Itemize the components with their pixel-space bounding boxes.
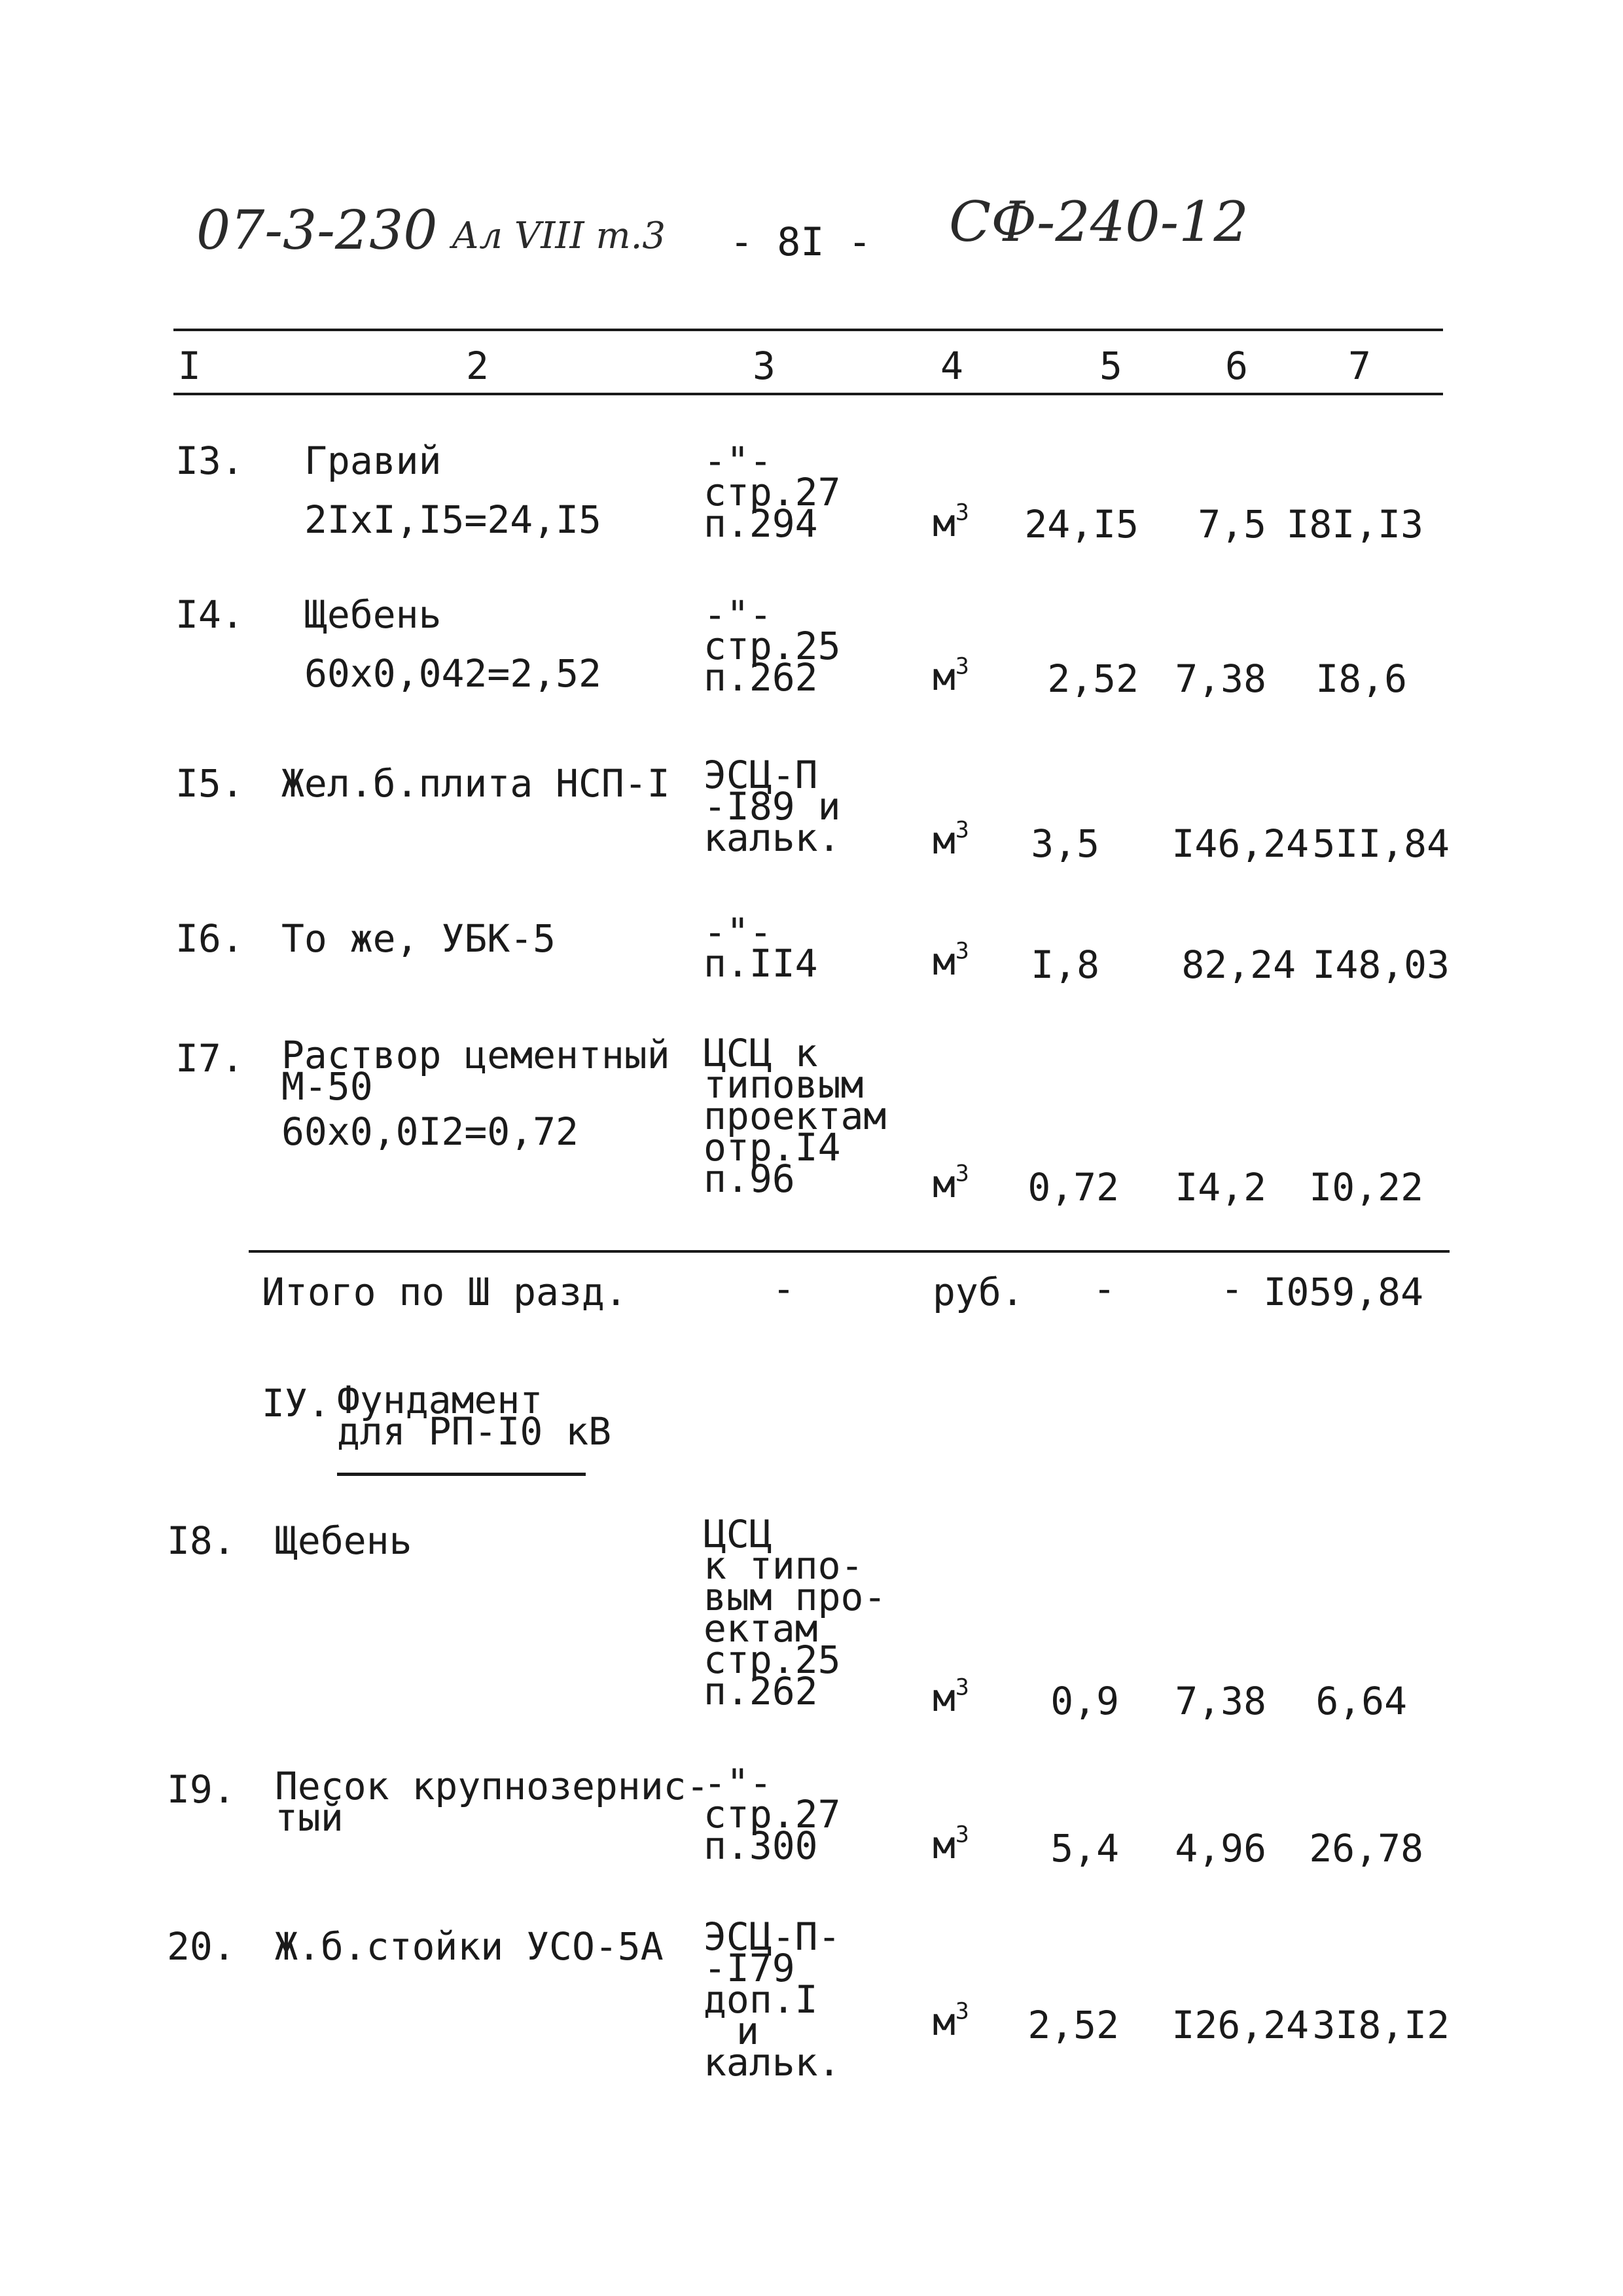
item-quantity: 5,4 xyxy=(1050,1826,1119,1871)
item-unit-price: 7,5 xyxy=(1198,502,1266,547)
column-header-6: 6 xyxy=(1225,344,1248,388)
subtotal-source: - xyxy=(772,1266,795,1311)
project-code-handwritten: СФ-240-12 xyxy=(949,190,1249,254)
item-unit: $м^3$ xyxy=(933,938,969,984)
item-source: ЦСЦ к типовым проектам отр.I4 п.96 xyxy=(704,1031,887,1201)
row-number: I7. xyxy=(175,1036,244,1081)
item-source: ЭСЦ-П -I89 и кальк. xyxy=(704,753,841,860)
item-name: То же, УБК-5 xyxy=(281,916,556,961)
item-unit: $м^3$ xyxy=(933,1160,969,1206)
item-name: Щебень xyxy=(275,1518,412,1563)
item-source: ЭСЦ-П- -I79 доп.I и кальк. xyxy=(704,1914,841,2085)
item-unit: $м^3$ xyxy=(933,1674,969,1720)
item-unit-price: 7,38 xyxy=(1175,656,1266,701)
item-name: Песок крупнозернис- тый xyxy=(275,1764,709,1840)
item-source: ЦСЦ к типо- вым про- ектам стр.25 п.262 xyxy=(704,1512,887,1713)
item-total: I48,03 xyxy=(1312,942,1450,987)
item-quantity: 24,I5 xyxy=(1024,502,1139,547)
item-total: I8,6 xyxy=(1315,656,1407,701)
header-top-rule xyxy=(173,329,1443,331)
item-unit: $м^3$ xyxy=(933,1821,969,1867)
item-unit: $м^3$ xyxy=(933,499,969,545)
item-name: Раствор цементный М-50 xyxy=(281,1033,670,1109)
row-number: I3. xyxy=(175,439,244,483)
item-quantity: 2,52 xyxy=(1027,2003,1119,2047)
section-number: IУ. xyxy=(262,1381,330,1426)
item-unit-price: I26,24 xyxy=(1171,2003,1309,2047)
document-code-handwritten: 07-3-230 xyxy=(196,200,438,262)
item-calculation: 60x0,042=2,52 xyxy=(304,651,601,696)
section-title: Фундамент для РП-I0 кВ xyxy=(337,1378,612,1454)
column-header-3: 3 xyxy=(753,344,776,388)
column-header-7: 7 xyxy=(1348,344,1371,388)
column-header-4: 4 xyxy=(940,344,963,388)
item-total: I0,22 xyxy=(1309,1165,1423,1210)
item-name: Щебень xyxy=(304,592,442,637)
row-number: I6. xyxy=(175,916,244,961)
item-source: -"- стр.25 п.262 xyxy=(704,592,841,700)
item-name: Жел.б.плита НСП-I xyxy=(281,761,670,806)
item-unit: $м^3$ xyxy=(933,817,969,863)
item-quantity: 0,72 xyxy=(1027,1165,1119,1210)
subtotal-total: I059,84 xyxy=(1263,1270,1423,1314)
item-name: Гравий xyxy=(304,439,442,483)
item-total: I8I,I3 xyxy=(1286,502,1423,547)
item-quantity: 0,9 xyxy=(1050,1679,1119,1723)
item-unit-price: 7,38 xyxy=(1175,1679,1266,1723)
item-source: -"- стр.27 п.294 xyxy=(704,439,841,546)
item-unit-price: I4,2 xyxy=(1175,1165,1266,1210)
item-unit-price: 82,24 xyxy=(1181,942,1296,987)
header-bottom-rule xyxy=(173,393,1443,395)
item-unit-price: I46,24 xyxy=(1171,821,1309,866)
sheet-mark-handwritten: Ал VIII т.3 xyxy=(452,215,666,257)
row-number: I4. xyxy=(175,592,244,637)
item-quantity: 2,52 xyxy=(1047,656,1139,701)
item-calculation: 2IxI,I5=24,I5 xyxy=(304,497,601,542)
item-name: Ж.б.стойки УСО-5А xyxy=(275,1924,664,1969)
row-number: 20. xyxy=(167,1924,236,1969)
subtotal-label: Итого по Ш разд. xyxy=(262,1270,628,1314)
item-calculation: 60x0,0I2=0,72 xyxy=(281,1109,579,1154)
column-header-5: 5 xyxy=(1099,344,1122,388)
row-number: I9. xyxy=(167,1767,236,1812)
item-quantity: 3,5 xyxy=(1031,821,1099,866)
row-number: I8. xyxy=(167,1518,236,1563)
column-header-2: 2 xyxy=(466,344,489,388)
subtotal-rule xyxy=(249,1250,1450,1253)
subtotal-qty: - xyxy=(1093,1266,1116,1311)
item-source: -"- стр.27 п.300 xyxy=(704,1761,841,1868)
item-unit: $м^3$ xyxy=(933,1998,969,2044)
item-quantity: I,8 xyxy=(1031,942,1099,987)
item-total: 3I8,I2 xyxy=(1312,2003,1450,2047)
subtotal-unit: руб. xyxy=(933,1270,1024,1314)
item-unit-price: 4,96 xyxy=(1175,1826,1266,1871)
item-total: 26,78 xyxy=(1309,1826,1423,1871)
subtotal-price: - xyxy=(1221,1266,1243,1311)
row-number: I5. xyxy=(175,761,244,806)
column-header-1: I xyxy=(178,344,201,388)
item-total: 5II,84 xyxy=(1312,821,1450,866)
page-number: - 8I - xyxy=(730,219,872,265)
item-source: -"- п.II4 xyxy=(704,910,818,986)
item-unit: $м^3$ xyxy=(933,653,969,699)
item-total: 6,64 xyxy=(1315,1679,1407,1723)
section-title-underline xyxy=(337,1473,586,1476)
